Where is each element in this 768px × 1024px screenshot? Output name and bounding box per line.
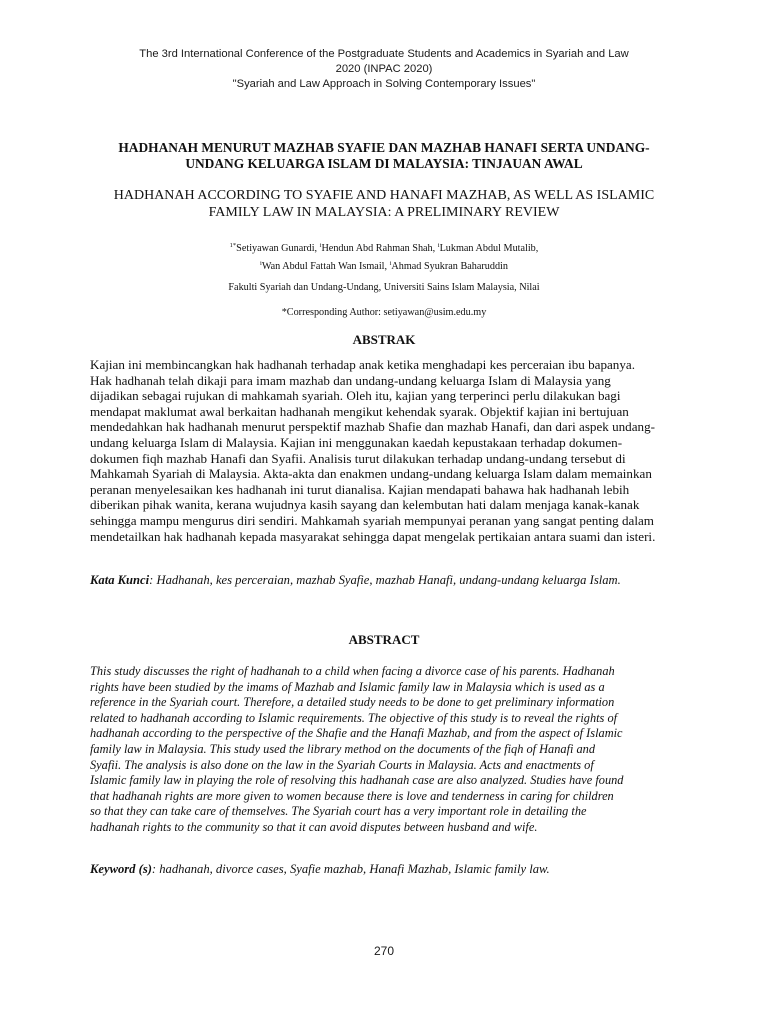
author-list xyxy=(120,238,648,274)
keywords-english-label: Keyword (s) xyxy=(90,862,152,876)
abstract-heading: ABSTRACT xyxy=(348,632,420,647)
author-marker: i xyxy=(389,260,392,267)
abstract-body xyxy=(90,664,678,836)
abstrak-line: undang keluarga Islam di Malaysia. Kajian ini menggunakan kaedah kepustakaan terhadap dokumen- xyxy=(90,434,623,450)
keywords-english xyxy=(90,861,678,877)
abstrak-line: Kajian ini membincangkan hak hadhanah terhadap anak ketika menghadapi kes perceraian ibu bapanya. xyxy=(90,357,635,372)
corresponding-author: *Corresponding Author: setiyawan@usim.edu.my xyxy=(281,307,487,318)
author-marker: i xyxy=(260,260,262,267)
abstrak-line: mendetailkan hak hadhanah kepada masyarakat sehingga dapat mengelak pertikaian antara suami dan isteri. xyxy=(90,528,656,544)
abstract-line: reference in the Syariah court. Therefore, a detailed study needs to be done to get preliminary information xyxy=(90,695,615,710)
author-line-2 xyxy=(120,256,648,274)
abstrak-line: Mahkamah Syariah di Malaysia. Akta-akta dan enakmen undang-undang keluarga Islam dalam memainkan xyxy=(90,466,652,482)
title-malay xyxy=(90,140,678,171)
author-name: Ahmad Syukran Baharuddin xyxy=(391,261,508,272)
abstrak-line: dijadikan sebagai rujukan di mahkamah syariah. Oleh itu, kajian yang terperinci perlu dilakukan bagi xyxy=(90,388,621,404)
abstract-line: Syafii. The analysis is also done on the law in the Syariah Courts in Malaysia. Acts and enactments of xyxy=(90,757,594,772)
abstract-line: so that they can take care of themselves. The Syariah court has a very important role in detailing the xyxy=(90,804,587,819)
author-marker: 1* xyxy=(229,242,237,249)
keywords-malay xyxy=(90,572,678,588)
author-name: Wan Abdul Fattah Wan Ismail, xyxy=(261,261,390,272)
abstrak-line: sehingga mampu mengurus diri sendiri. Mahkamah syariah mempunyai peranan yang sangat penting dalam xyxy=(90,512,654,528)
abstract-line: hadhanah rights to the community so that it can avoid disputes between husband and wife. xyxy=(90,819,538,834)
conference-header-line-2: 2020 (INPAC 2020) xyxy=(335,63,433,75)
keywords-malay-label: Kata Kunci xyxy=(90,573,150,587)
abstrak-line: diberikan pihak wanita, kerana wujudnya kasih sayang dan kelembutan hati dalam menjaga kanak-kanak xyxy=(90,497,640,513)
abstract-line: related to hadhanah according to Islamic requirements. The objective of this study is to reveal the rights of xyxy=(90,710,618,725)
abstrak-line: dokumen fiqh mazhab Hanafi dan Syafii. Analisis turut dilakukan terhadap undang-undang tersebut di xyxy=(90,450,626,466)
conference-header-line-3: "Syariah and Law Approach in Solving Contemporary Issues" xyxy=(232,78,536,90)
keywords-english-text: : hadhanah, divorce cases, Syafie mazhab, Hanafi Mazhab, Islamic family law. xyxy=(151,862,550,876)
abstrak-line: Hak hadhanah telah dikaji para imam mazhab dan undang-undang keluarga Islam di Malaysia yang xyxy=(90,372,611,388)
keywords-malay-text: : Hadhanah, kes perceraian, mazhab Syafie, mazhab Hanafi, undang-undang keluarga Islam. xyxy=(149,573,621,587)
abstract-line: family law in Malaysia. This study used the library method on the documents of the fiqh of Hanafi and xyxy=(90,741,596,756)
title-malay-line-1: HADHANAH MENURUT MAZHAB SYAFIE DAN MAZHAB HANAFI SERTA UNDANG- xyxy=(118,140,650,155)
author-name: Setiyawan Gunardi, xyxy=(236,243,320,254)
abstrak-line: mendapat maklumat awal berkaitan hadhanah mengikut kehendak syarak. Objektif kajian ini bertujuan xyxy=(90,403,629,419)
title-english xyxy=(90,187,678,221)
conference-header-line-1: The 3rd International Conference of the Postgraduate Students and Academics in Syariah and Law xyxy=(139,48,629,60)
abstract-line: Islamic family law in playing the role of resolving this hadhanah case are also analyzed. Studies have found xyxy=(90,773,624,788)
conference-header xyxy=(80,47,688,92)
affiliation: Fakulti Syariah dan Undang-Undang, Universiti Sains Islam Malaysia, Nilai xyxy=(228,282,540,293)
page-number: 270 xyxy=(373,944,395,958)
abstrak-line: peranan menyelesaikan kes hadhanah ini turut dianalisa. Kajian mendapati bahawa hak hadhanah lebih xyxy=(90,481,630,497)
author-name: Lukman Abdul Mutalib, xyxy=(439,243,539,254)
author-marker: i xyxy=(319,242,322,249)
abstract-line: hadhanah according to the perspective of the Shafie and the Hanafi Mazhab, and from the aspect of Islamic xyxy=(90,726,623,741)
title-english-line-1: HADHANAH ACCORDING TO SYAFIE AND HANAFI MAZHAB, AS WELL AS ISLAMIC xyxy=(113,188,655,203)
author-name: Hendun Abd Rahman Shah, xyxy=(321,243,438,254)
author-marker: i xyxy=(437,242,440,249)
abstract-line: rights have been studied by the imams of Mazhab and Islamic family law in Malaysia which is used as a xyxy=(90,679,605,694)
title-english-line-2: FAMILY LAW IN MALAYSIA: A PRELIMINARY REVIEW xyxy=(208,205,560,220)
abstrak-heading: ABSTRAK xyxy=(352,332,416,347)
title-malay-line-2: UNDANG KELUARGA ISLAM DI MALAYSIA: TINJAUAN AWAL xyxy=(185,155,583,171)
abstract-line: This study discusses the right of hadhanah to a child when facing a divorce case of his parents. Hadhanah xyxy=(90,664,615,678)
abstract-line: that hadhanah rights are more given to women because there is love and tenderness in caring for children xyxy=(90,788,614,803)
abstrak-line: mendedahkan hak hadhanah menurut perspektif mazhab Shafie dan mazhab Hanafi, dan dari aspek undang- xyxy=(90,419,655,435)
author-line-1 xyxy=(120,238,648,256)
abstrak-body xyxy=(90,357,678,544)
